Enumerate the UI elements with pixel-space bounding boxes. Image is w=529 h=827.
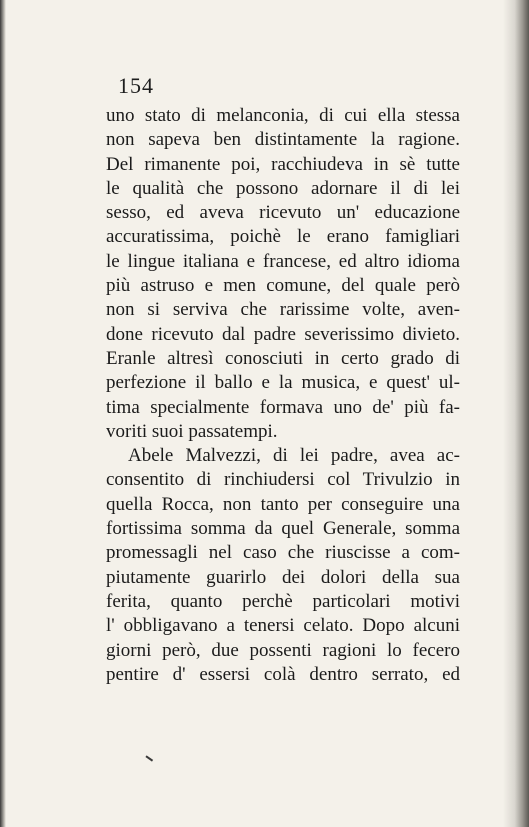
- text-line: giorni però, due possenti ragioni lo fecero: [106, 639, 460, 661]
- text-line: voriti suoi passatempi.: [106, 420, 278, 442]
- text-line: le qualità che possono adornare il di lei: [106, 177, 460, 199]
- text-line: tima specialmente formava uno de' più fa-: [106, 396, 460, 418]
- text-line: piutamente guarirlo dei dolori della sua: [106, 566, 460, 588]
- text-line: accuratissima, poichè le erano famigliari: [106, 226, 460, 248]
- text-line: promessagli nel caso che riuscisse a com-: [106, 542, 460, 564]
- text-line: Abele Malvezzi, di lei padre, avea ac-: [128, 445, 460, 467]
- text-line: quella Rocca, non tanto per conseguire una: [106, 493, 460, 515]
- text-line: done ricevuto dal padre severissimo divieto.: [106, 323, 460, 345]
- text-line: perfezione il ballo e la musica, e quest' ul-: [106, 372, 460, 394]
- text-line: non si serviva che rarissime volte, aven-: [106, 299, 460, 321]
- page-number: 154: [118, 73, 154, 98]
- text-line: Del rimanente poi, racchiudeva in sè tutte: [106, 153, 460, 175]
- text-line: pentire d' essersi colà dentro serrato, ed: [106, 663, 460, 685]
- body-text: [106, 104, 460, 687]
- page-edge-shadow: [503, 0, 529, 827]
- text-line: uno stato di melanconia, di cui ella stessa: [106, 105, 460, 126]
- text-line: ferita, quanto perchè particolari motivi: [106, 590, 460, 612]
- text-line: non sapeva ben distintamente la ragione.: [106, 129, 460, 151]
- text-line: sesso, ed aveva ricevuto un' educazione: [106, 202, 460, 224]
- text-line: l' obbligavano a tenersi celato. Dopo alcuni: [106, 615, 460, 637]
- text-line: Eranle altresì conosciuti in certo grado di: [106, 347, 460, 369]
- text-line: consentito di rinchiudersi col Trivulzio in: [106, 469, 460, 491]
- text-line: più astruso e men comune, del quale però: [106, 275, 460, 297]
- ink-mark: [145, 750, 156, 761]
- text-line: fortissima somma da quel Generale, somma: [106, 518, 460, 540]
- text-line: le lingue italiana e francese, ed altro idioma: [106, 250, 460, 272]
- page-gutter-shadow: [0, 0, 6, 827]
